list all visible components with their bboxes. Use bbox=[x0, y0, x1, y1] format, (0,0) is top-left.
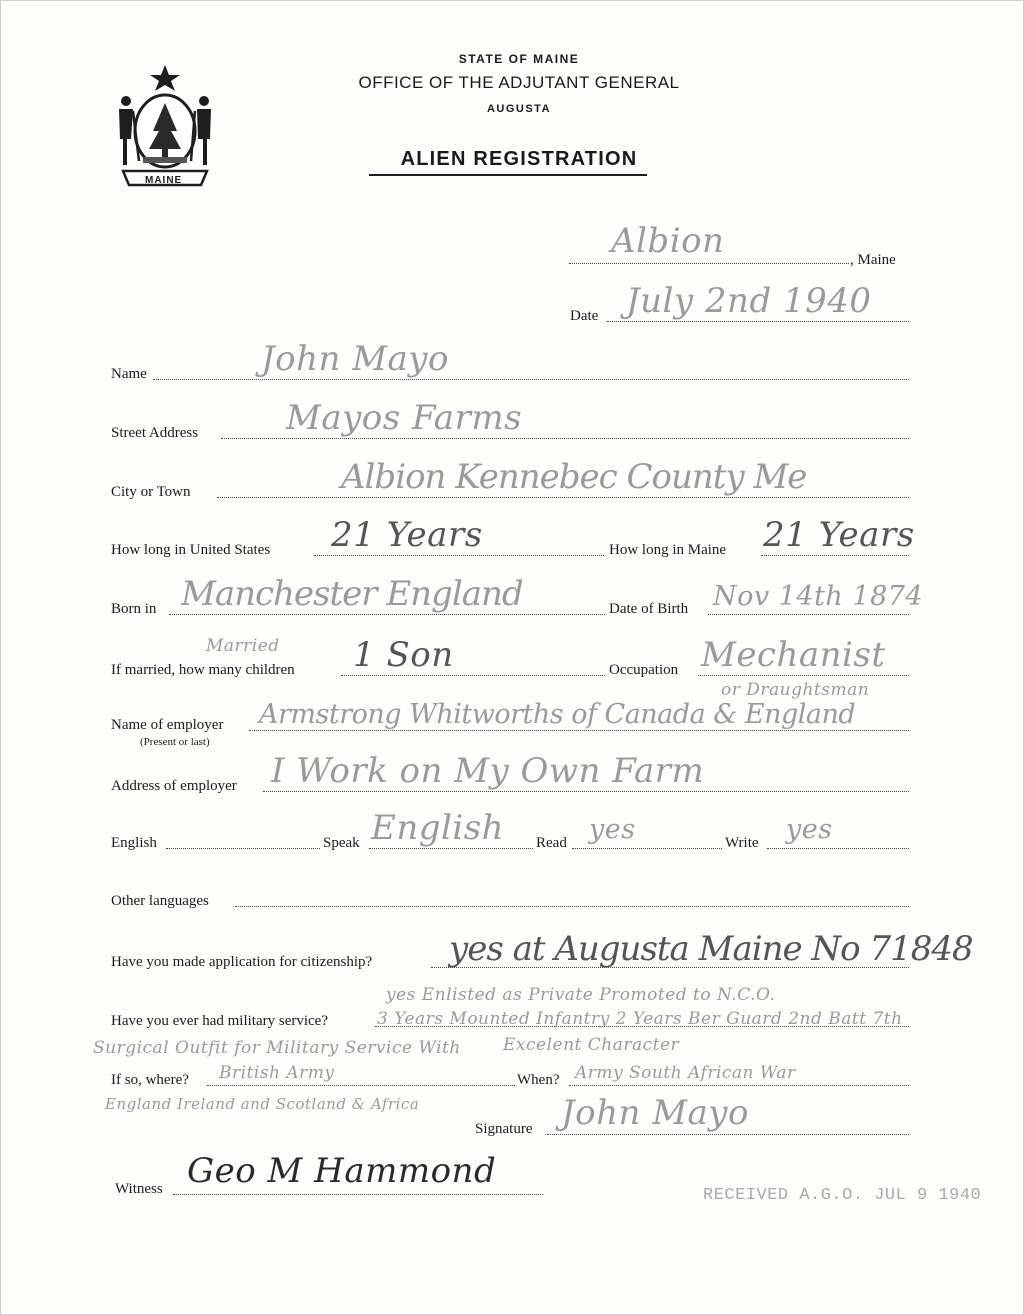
city-or-town-value: Albion Kennebec County Me bbox=[341, 457, 807, 497]
write-value: yes bbox=[786, 814, 833, 845]
when-line bbox=[569, 1085, 909, 1086]
address-of-employer-line bbox=[263, 791, 909, 792]
how-long-maine-value: 21 Years bbox=[763, 515, 915, 555]
if-so-where-line bbox=[207, 1085, 515, 1086]
military-value-line3: Surgical Outfit for Military Service With bbox=[93, 1038, 461, 1058]
speak-value: English bbox=[371, 808, 505, 848]
read-label: Read bbox=[536, 835, 567, 851]
military-value-line1: yes Enlisted as Private Promoted to N.C.O. bbox=[386, 985, 776, 1005]
seal-banner-text: MAINE bbox=[145, 175, 183, 186]
signature-value: John Mayo bbox=[561, 1093, 749, 1133]
military-label: Have you ever had military service? bbox=[111, 1013, 328, 1029]
name-of-employer-value: Armstrong Whitworths of Canada & England bbox=[259, 699, 856, 730]
born-in-label: Born in bbox=[111, 601, 157, 617]
born-in-value: Manchester England bbox=[181, 574, 523, 614]
state-heading: STATE OF MAINE bbox=[458, 52, 580, 66]
address-of-employer-label: Address of employer bbox=[111, 778, 237, 794]
name-value: John Mayo bbox=[261, 339, 449, 379]
when-value: Army South African War bbox=[575, 1063, 796, 1083]
if-so-where-value: British Army bbox=[219, 1063, 335, 1083]
date-of-birth-label: Date of Birth bbox=[609, 601, 689, 617]
name-label: Name bbox=[111, 366, 147, 382]
write-line bbox=[767, 848, 909, 849]
name-of-employer-line bbox=[249, 730, 909, 731]
when-label: When? bbox=[517, 1072, 560, 1088]
present-or-last-note: (Present or last) bbox=[140, 736, 210, 748]
if-married-label: If married, how many children bbox=[111, 662, 295, 678]
office-heading: OFFICE OF THE ADJUTANT GENERAL bbox=[358, 73, 680, 92]
maine-label: , Maine bbox=[850, 252, 896, 268]
occupation-label: Occupation bbox=[609, 662, 679, 678]
military-value-line2: 3 Years Mounted Infantry 2 Years Ber Guard 2nd Batt 7th bbox=[377, 1009, 903, 1029]
how-long-us-value: 21 Years bbox=[331, 515, 483, 555]
witness-label: Witness bbox=[115, 1181, 163, 1197]
speak-label: Speak bbox=[323, 835, 360, 851]
received-stamp: RECEIVED A.G.O. JUL 9 1940 bbox=[703, 1186, 982, 1205]
write-label: Write bbox=[725, 835, 759, 851]
date-label: Date bbox=[570, 308, 599, 324]
signature-label: Signature bbox=[475, 1121, 533, 1137]
city-or-town-line bbox=[217, 497, 909, 498]
street-address-value: Mayos Farms bbox=[286, 398, 523, 438]
if-so-where-label: If so, where? bbox=[111, 1072, 189, 1088]
how-long-us-line bbox=[314, 555, 604, 556]
signature-line bbox=[547, 1134, 909, 1135]
how-long-maine-label: How long in Maine bbox=[609, 542, 727, 558]
born-in-line bbox=[169, 614, 605, 615]
street-address-label: Street Address bbox=[111, 425, 199, 441]
town-line bbox=[569, 263, 849, 264]
children-line bbox=[341, 675, 605, 676]
name-line bbox=[153, 379, 909, 380]
other-languages-line bbox=[235, 906, 909, 907]
date-of-birth-line bbox=[708, 614, 909, 615]
date-line bbox=[607, 321, 909, 322]
city-or-town-label: City or Town bbox=[111, 484, 191, 500]
occupation-alt: or Draughtsman bbox=[721, 680, 870, 700]
form-title: ALIEN REGISTRATION bbox=[400, 148, 638, 170]
witness-value: Geo M Hammond bbox=[187, 1151, 497, 1191]
military-character: Excelent Character bbox=[503, 1035, 680, 1055]
where-extra-value: England Ireland and Scotland & Africa bbox=[105, 1095, 420, 1113]
city-heading: AUGUSTA bbox=[486, 103, 552, 115]
name-of-employer-label: Name of employer bbox=[111, 717, 224, 733]
english-label: English bbox=[111, 835, 157, 851]
married-note: Married bbox=[206, 636, 280, 656]
speak-line bbox=[369, 848, 533, 849]
read-value: yes bbox=[589, 814, 636, 845]
date-value: July 2nd 1940 bbox=[626, 281, 872, 321]
english-line bbox=[166, 848, 320, 849]
other-languages-label: Other languages bbox=[111, 893, 209, 909]
witness-line bbox=[173, 1194, 543, 1195]
occupation-line bbox=[698, 675, 909, 676]
how-long-maine-line bbox=[761, 555, 909, 556]
town-value: Albion bbox=[611, 221, 725, 261]
how-long-us-label: How long in United States bbox=[111, 542, 271, 558]
citizenship-value: yes at Augusta Maine No 71848 bbox=[449, 929, 973, 969]
address-of-employer-value: I Work on My Own Farm bbox=[271, 751, 705, 791]
occupation-value: Mechanist bbox=[701, 635, 886, 675]
read-line bbox=[572, 848, 722, 849]
title-underline bbox=[369, 174, 647, 176]
citizenship-label: Have you made application for citizenship? bbox=[111, 954, 373, 970]
street-address-line bbox=[221, 438, 909, 439]
children-value: 1 Son bbox=[353, 635, 454, 675]
date-of-birth-value: Nov 14th 1874 bbox=[713, 581, 924, 612]
